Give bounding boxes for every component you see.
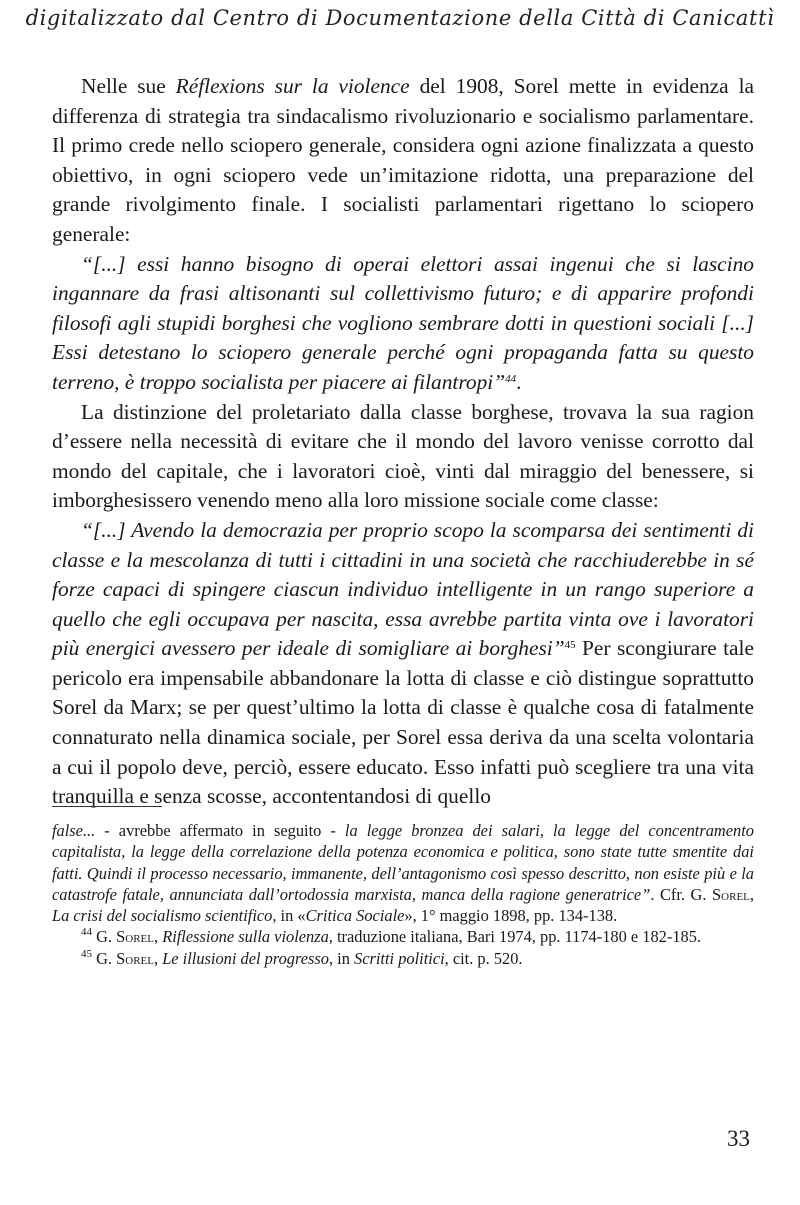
paragraph: [52, 72, 754, 250]
footnote-continued: [52, 820, 754, 926]
work-title: Le illusioni del progresso: [162, 948, 329, 968]
author-name: Sorel: [712, 884, 750, 904]
footnote-text: , in «: [272, 906, 306, 926]
quote-text: “[...] essi hanno bisogno di operai elettori assai ingenui che si lascino ingannare da frasi altisonanti sul collettivismo futuro; e di apparire profondi filosofi agli stupidi borghesi che vogliono sembrare dotti in questioni sociali [...] Essi detestano lo sciopero generale perché ogni propaganda fatta su questo terreno, è troppo socialista per piacere ai filantropi”: [52, 251, 754, 394]
footnote-text: G.: [92, 927, 117, 947]
footnote-44: [52, 926, 754, 947]
footnote-text: false...: [52, 821, 96, 840]
paragraph: [52, 398, 754, 516]
paragraph-text: La distinzione del proletariato dalla classe borghese, trovava la sua ragion d’essere nella necessità di evitare che il mondo del lavoro venisse corrotto dal mondo del capitale, che i lavoratori cioè, vinti dal miraggio del benessere, si imborghesissero venendo meno alla loro missione sociale come classe:: [52, 399, 754, 513]
author-name: Sorel: [116, 948, 154, 968]
footnote-text: ,: [153, 948, 163, 968]
book-title: Réflexions sur la violence: [175, 74, 410, 98]
footnote-ref: 45: [564, 639, 576, 652]
footnote-text: G.: [92, 948, 117, 968]
footnote-rule: [52, 806, 162, 807]
footnote-ref: 44: [505, 372, 517, 385]
footnote-text: ,: [153, 927, 163, 947]
journal-title: Critica Sociale: [305, 906, 405, 926]
footnote-text: traduzione italiana, Bari 1974, pp. 1174-180 e 182-185.: [332, 927, 701, 947]
paragraph-text: del 1908, Sorel mette in evidenza la differenza di strategia tra sindacalismo rivoluzionario e socialismo parlamentare. Il primo crede nello sciopero generale, considera ogni azione finalizzata a questo obiettivo, in ogni sciopero vede un’imitazione ridotta, una preparazione del grande rivolgimento finale. I socialisti parlamentari rigettano lo sciopero generale:: [52, 74, 755, 246]
block-quote: [52, 516, 754, 812]
footnote-text: , in: [328, 948, 355, 968]
footnote-text: ,: [749, 884, 754, 904]
page-number: 33: [727, 1126, 750, 1151]
paragraph-text: Per scongiurare tale pericolo era impensabile abbandonare la lotta di classe e ciò distingue soprattutto Sorel da Marx; se per quest’ultimo la lotta di classe è qualche cosa di fatalmente connaturato nella dinamica sociale, per Sorel essa deriva da una scelta volontaria a cui il popolo deve, perciò, essere educato. Esso infatti può scegliere tra una vita tranquilla e senza scosse, accontentandosi di quello: [52, 636, 754, 809]
footnotes: [52, 820, 754, 969]
author-name: Sorel: [116, 927, 154, 947]
footnote-text: - avrebbe affermato in seguito -: [95, 821, 345, 840]
footnote-number: 45: [81, 947, 92, 960]
main-text: [52, 72, 754, 812]
work-title: La crisi del socialismo scientifico: [52, 906, 273, 926]
footnote-text: . Cfr. G.: [650, 884, 713, 904]
footnote-text: la legge bronzea dei salari, la legge del concentramento capitalista, la legge della correlazione della potenza economica e politica, sono state tutte smentite dai fatti. Quindi il processo necessario, immanente, dell’antagonismo così spesso descritto, non esiste più e la catastrofe fatale, annunciata dall’ortodossia marxista, manca della ragione generatrice”: [52, 821, 754, 904]
quote-text: “[...] Avendo la democrazia per proprio scopo la scomparsa dei sentimenti di classe e la mescolanza di tutti i cittadini in una società che racchiuderebbe in sé forze capaci di spingere ciascun individuo intelligente in un rango superiore a quello che egli occupava per nascita, essa avrebbe partita vinta ove i lavoratori più energici avessero per ideale di somigliare ai borghesi”: [52, 517, 754, 661]
footnote-45: [52, 948, 754, 969]
paragraph-text: Nelle sue: [81, 74, 176, 98]
work-title: Riflessione sulla violenza,: [162, 927, 333, 947]
quote-end: .: [516, 369, 522, 394]
footnote-text: , cit. p. 520.: [444, 948, 523, 968]
footnote-number: 44: [81, 926, 92, 939]
footnote-text: », 1° maggio 1898, pp. 134-138.: [404, 906, 618, 926]
digitization-watermark: digitalizzato dal Centro di Documentazione della Città di Canicattì: [25, 6, 775, 30]
block-quote: [52, 250, 754, 398]
work-title: Scritti politici: [354, 948, 445, 968]
